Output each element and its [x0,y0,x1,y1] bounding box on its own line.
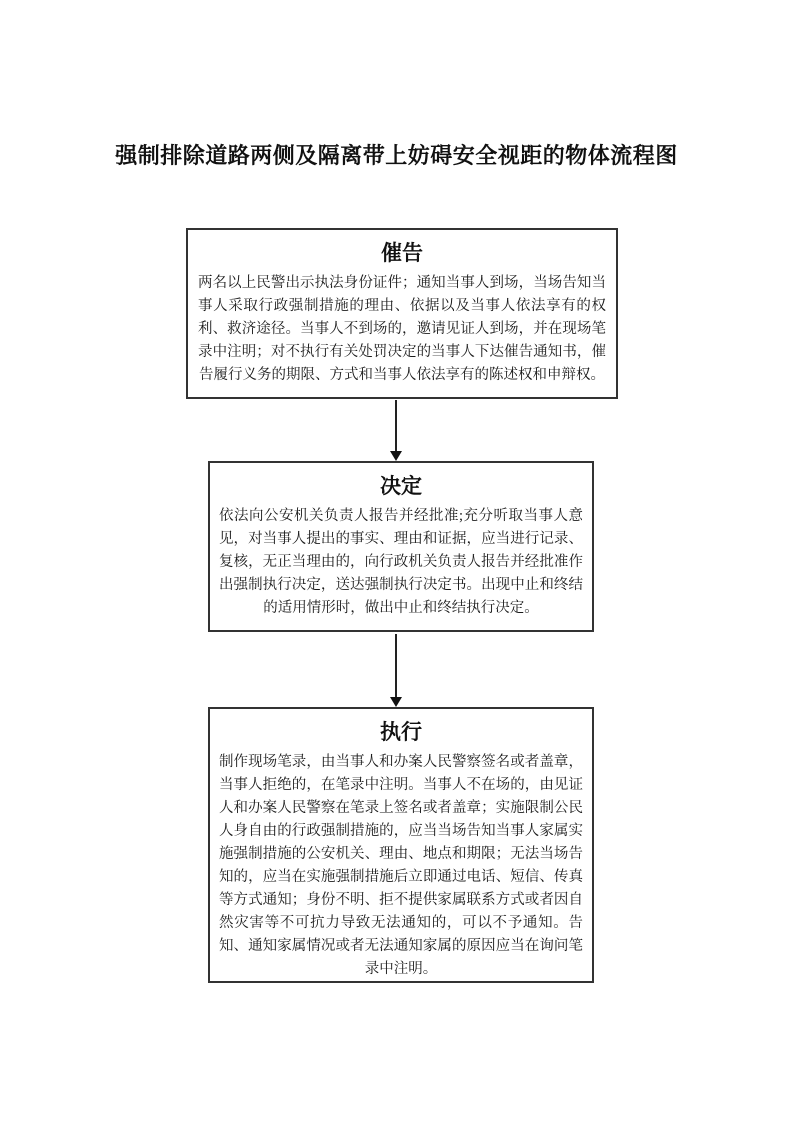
flow-node-jueding [208,461,594,632]
page-title: 强制排除道路两侧及隔离带上妨碍安全视距的物体流程图 [115,143,678,168]
arrow-down-icon [390,697,402,707]
node-body-cuigao: 两名以上民警出示执法身份证件；通知当事人到场，当场告知当事人采取行政强制措施的理由、依据以及当事人依法享有的权利、救济途径。当事人不到场的，邀请见证人到场，并在现场笔录中注明；对不执行有关处罚决定的当事人下达催告通知书，催告履行义务的期限、方式和当事人依法享有的陈述权和申辩权。 [198,275,606,383]
flow-connector-2 [395,634,397,698]
node-body-zhixing: 制作现场笔录，由当事人和办案人民警察签名或者盖章，当事人拒绝的，在笔录中注明。当事人不在场的，由见证人和办案人民警察在笔录上签名或者盖章；实施限制公民人身自由的行政强制措施的，应当当场告知当事人家属实施强制措施的公安机关、理由、地点和期限；无法当场告知的，应当在实施强制措施后立即通过电话、短信、传真等方式通知；身份不明、拒不提供家属联系方式或者因自然灾害等不可抗力导致无法通知的，可以不予通知。告知、通知家属情况或者无法通知家属的原因应当在询问笔录中注明。 [219,754,583,977]
node-body-jueding: 依法向公安机关负责人报告并经批准;充分听取当事人意见，对当事人提出的事实、理由和证据，应当进行记录、复核，无正当理由的，向行政机关负责人报告并经批准作出强制执行决定，送达强制执行决定书。出现中止和终结的适用情形时，做出中止和终结执行决定。 [219,508,583,616]
node-heading-jueding: 决定 [380,475,422,498]
arrow-down-icon [390,451,402,461]
flow-node-cuigao [186,228,618,399]
node-heading-zhixing: 执行 [380,721,422,744]
node-heading-cuigao: 催告 [381,242,423,265]
flow-node-zhixing [208,707,594,983]
flow-connector-1 [395,400,397,452]
